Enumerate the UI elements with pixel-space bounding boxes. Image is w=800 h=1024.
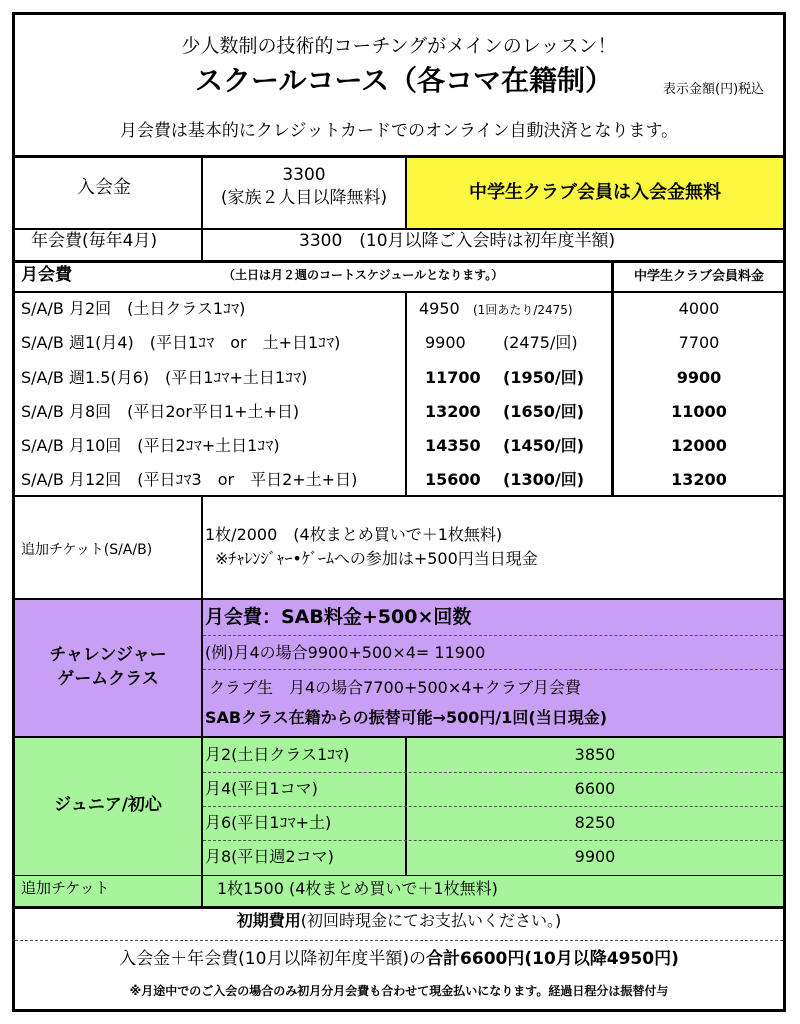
plan-per-lesson: (1950/回) bbox=[503, 368, 585, 387]
plan-per-lesson: (2475/回) bbox=[503, 333, 578, 352]
club-header: 中学生クラブ会員料金 bbox=[633, 269, 764, 284]
challenger-club: クラブ生 月4の場合7700+500×4+クラブ月会費 bbox=[209, 678, 581, 697]
divider bbox=[203, 669, 783, 670]
plan-name: S/A/B 週1(月4) (平日1ｺﾏ or 土+日1ｺﾏ) bbox=[21, 333, 341, 352]
plan-name: S/A/B 月12回 (平日ｺﾏ3 or 平日2+土+日) bbox=[21, 470, 358, 489]
divider bbox=[203, 840, 783, 841]
challenger-example: (例)月4の場合9900+500×4= 11900 bbox=[205, 643, 486, 662]
admission-price-note: (家族２人目以降無料) bbox=[220, 188, 388, 208]
payment-note: 月会費は基本的にクレジットカードでのオンライン自動決済となります。 bbox=[119, 121, 679, 141]
junior-price: 6600 bbox=[574, 779, 616, 798]
plan-price: 13200 bbox=[425, 402, 481, 421]
initial-formula-row bbox=[15, 951, 783, 975]
divider bbox=[201, 496, 203, 599]
extra-ticket-label: 追加チケット(S/A/B) bbox=[21, 542, 153, 558]
divider bbox=[405, 157, 407, 229]
plan-price: 9900 bbox=[425, 333, 466, 352]
plan-per-lesson: (1650/回) bbox=[503, 402, 585, 421]
junior-plan: 月2(土日クラス1ｺﾏ) bbox=[205, 745, 350, 764]
plan-per-lesson: (1300/回) bbox=[503, 470, 585, 489]
plan-price: 11700 bbox=[425, 368, 481, 387]
admission-price: 3300 bbox=[282, 165, 326, 185]
divider bbox=[201, 228, 203, 262]
club-price: 7700 bbox=[678, 333, 720, 352]
challenger-label-1: チャレンジャー bbox=[49, 645, 167, 665]
price-sheet bbox=[12, 12, 786, 1012]
admission-highlight-box bbox=[407, 158, 783, 228]
plan-name: S/A/B 月10回 (平日2ｺﾏ+土日1ｺﾏ) bbox=[21, 436, 280, 455]
divider bbox=[15, 260, 783, 263]
plan-name: S/A/B 月2回 (土日クラス1ｺﾏ) bbox=[21, 299, 246, 318]
junior-plan: 月4(平日1コマ) bbox=[205, 779, 318, 798]
divider bbox=[15, 228, 783, 230]
club-price: 12000 bbox=[671, 436, 727, 455]
header-subtitle: 少人数制の技術的コーチングがメインのレッスン！ bbox=[181, 35, 617, 57]
plan-per-lesson: (1450/回) bbox=[503, 436, 585, 455]
plan-name: S/A/B 月8回 (平日2or平日1+土+日) bbox=[21, 402, 300, 421]
club-price: 11000 bbox=[671, 402, 727, 421]
challenger-label-2: ゲームクラス bbox=[57, 669, 159, 689]
divider bbox=[15, 495, 783, 497]
challenger-fee: 月会費：SAB料金+500×回数 bbox=[205, 606, 472, 628]
junior-label: ジュニア/初心 bbox=[54, 795, 162, 815]
plan-name: S/A/B 週1.5(月6) (平日1ｺﾏ+土日1ｺﾏ) bbox=[21, 368, 308, 387]
initial-title: 初期費用 bbox=[236, 911, 301, 930]
divider bbox=[201, 600, 203, 736]
junior-ticket-label: 追加チケット bbox=[21, 879, 110, 897]
initial-footnote: ※月途中でのご入会の場合のみ初月分月会費も合わせて現金払いになります。経過日程分は振替付与 bbox=[129, 984, 669, 998]
junior-plan: 月6(平日1ｺﾏ+土) bbox=[205, 813, 332, 832]
club-price: 9900 bbox=[676, 368, 722, 387]
plan-price: 4950 bbox=[419, 299, 460, 318]
junior-price: 9900 bbox=[574, 847, 616, 866]
divider bbox=[611, 261, 614, 495]
plan-price: 14350 bbox=[425, 436, 481, 455]
admission-label: 入会金 bbox=[77, 177, 131, 198]
annual-label: 年会費(毎年4月) bbox=[31, 231, 158, 251]
junior-plan: 月8(平日週2コマ) bbox=[205, 847, 334, 866]
challenger-transfer: SABクラス在籍からの振替可能→500円/1回(当日現金) bbox=[205, 708, 608, 727]
club-price: 4000 bbox=[678, 299, 720, 318]
plan-per-lesson: (1回あたり/2475) bbox=[473, 303, 573, 317]
annual-value: 3300 (10月以降ご入会時は初年度半額) bbox=[299, 231, 616, 251]
initial-title-note: (初回時現金にてお支払いください。) bbox=[300, 911, 562, 930]
divider bbox=[15, 291, 783, 293]
monthly-label: 月会費 bbox=[21, 265, 72, 285]
divider bbox=[203, 806, 783, 807]
junior-price: 3850 bbox=[574, 745, 616, 764]
initial-title-row bbox=[15, 913, 783, 937]
divider bbox=[405, 292, 407, 495]
divider bbox=[201, 876, 203, 906]
club-price: 13200 bbox=[671, 470, 727, 489]
extra-ticket-line1: 1枚/2000 (4枚まとめ買いで＋1枚無料) bbox=[205, 525, 503, 544]
junior-ticket-value: 1枚1500 (4枚まとめ買いで＋1枚無料) bbox=[217, 879, 498, 898]
plan-price: 15600 bbox=[425, 470, 481, 489]
extra-ticket-line2: ※ﾁｬﾚﾝｼﾞｬｰ•ｹﾞｰﾑへの参加は+500円当日現金 bbox=[215, 549, 538, 568]
page-title: スクールコース（各コマ在籍制） bbox=[195, 64, 614, 97]
junior-price: 8250 bbox=[574, 813, 616, 832]
divider bbox=[15, 940, 783, 941]
tax-note: 表示金額(円)税込 bbox=[663, 82, 765, 97]
divider bbox=[15, 906, 783, 909]
monthly-note: （土日は月２週のコートスケジュールとなります。） bbox=[223, 268, 504, 282]
divider bbox=[203, 635, 783, 636]
divider bbox=[15, 875, 783, 876]
initial-total: 合計6600円(10月以降4950円) bbox=[426, 949, 679, 969]
initial-formula: 入会金＋年会費(10月以降初年度半額)の bbox=[119, 949, 427, 969]
divider bbox=[203, 772, 783, 773]
admission-highlight: 中学生クラブ会員は入会金無料 bbox=[469, 182, 721, 203]
